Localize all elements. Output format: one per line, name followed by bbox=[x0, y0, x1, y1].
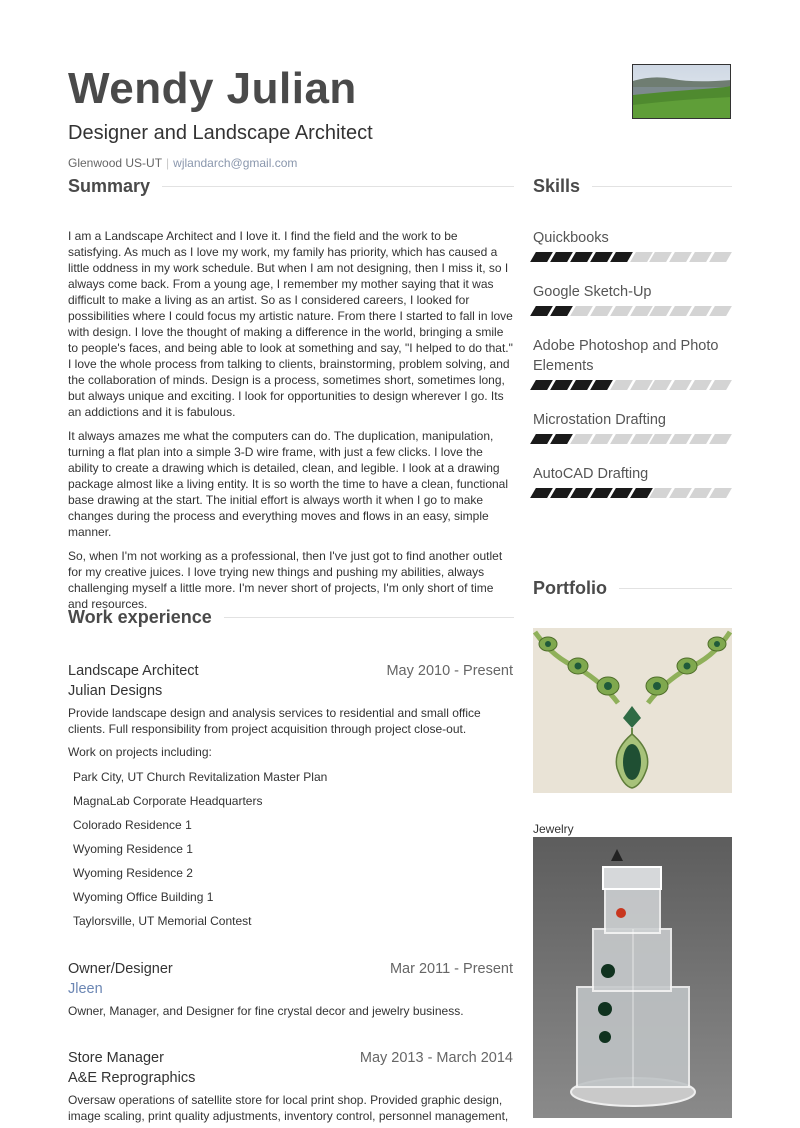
summary-paragraph: So, when I'm not working as a professional, then I've just got to find another outlet for my creative juices. I love trying new things and pushing my abilities, always challenging myself a little more. I'm never short of projects, I'm only short of time and resources. bbox=[68, 549, 503, 611]
skill-level-segment bbox=[610, 488, 633, 498]
job-company-link[interactable]: Jleen bbox=[68, 981, 103, 997]
project-item: Colorado Residence 1 bbox=[73, 818, 192, 832]
skill-level-segment bbox=[570, 434, 593, 444]
skill-item bbox=[533, 228, 732, 262]
projects-label: Work on projects including: bbox=[68, 745, 212, 759]
candidate-name: Wendy Julian bbox=[68, 64, 357, 113]
section-divider bbox=[224, 617, 514, 618]
skill-level-bar bbox=[533, 434, 732, 444]
skill-level-segment bbox=[709, 252, 732, 262]
skills-list bbox=[533, 228, 732, 518]
skill-level-segment bbox=[570, 488, 593, 498]
summary-text bbox=[68, 228, 514, 620]
skill-level-segment bbox=[610, 434, 633, 444]
necklace-image bbox=[533, 628, 732, 793]
skill-level-segment bbox=[530, 252, 553, 262]
project-item: Taylorsville, UT Memorial Contest bbox=[73, 914, 252, 928]
skill-level-segment bbox=[550, 380, 573, 390]
portfolio-caption: Jewelry bbox=[533, 822, 574, 836]
email-link[interactable]: wjlandarch@gmail.com bbox=[173, 156, 298, 170]
project-item: MagnaLab Corporate Headquarters bbox=[73, 794, 263, 808]
skill-level-segment bbox=[610, 252, 633, 262]
portfolio-heading bbox=[533, 578, 732, 599]
skill-level-segment bbox=[530, 488, 553, 498]
job-role: Owner/Designer bbox=[68, 961, 173, 977]
job-description bbox=[68, 1003, 513, 1019]
skill-name: Google Sketch-Up bbox=[533, 284, 652, 300]
summary-heading bbox=[68, 176, 514, 197]
section-divider bbox=[592, 186, 732, 187]
contact-separator: | bbox=[166, 156, 170, 170]
job-company: Julian Designs bbox=[68, 683, 163, 699]
project-item: Wyoming Office Building 1 bbox=[73, 890, 214, 904]
skill-level-segment bbox=[590, 434, 613, 444]
skill-level-segment bbox=[709, 306, 732, 316]
landscape-photo-image bbox=[633, 65, 731, 119]
skill-level-segment bbox=[709, 488, 732, 498]
job-description-text: Oversaw operations of satellite store for local print shop. Provided graphic design, image scaling, print quality adjustments, inventory control, personnel management, bbox=[68, 1093, 509, 1123]
portfolio-heading-text: Portfolio bbox=[533, 578, 607, 598]
section-divider bbox=[162, 186, 514, 187]
skill-name: Microstation Drafting bbox=[533, 412, 666, 428]
skill-level-segment bbox=[590, 252, 613, 262]
job-role: Store Manager bbox=[68, 1050, 164, 1066]
skill-level-segment bbox=[530, 380, 553, 390]
skill-level-segment bbox=[550, 252, 573, 262]
project-item: Park City, UT Church Revitalization Master Plan bbox=[73, 770, 328, 784]
crystal-decor-image bbox=[533, 837, 732, 1118]
skill-name: Quickbooks bbox=[533, 230, 609, 246]
skill-level-bar bbox=[533, 380, 732, 390]
skill-level-bar bbox=[533, 488, 732, 498]
job-description-text: Provide landscape design and analysis services to residential and small office clients. Full responsibility from project acquisition through project close-out. bbox=[68, 706, 481, 736]
skill-level-segment bbox=[610, 306, 633, 316]
skill-level-segment bbox=[709, 434, 732, 444]
project-list bbox=[68, 765, 513, 933]
work-experience-heading-text: Work experience bbox=[68, 607, 212, 627]
summary-paragraph: I am a Landscape Architect and I love it. I find the field and the work to be satisfying. As much as I love my work, my family has priority, which has caused a little oddness in my work schedule. But when I am not designing, then I miss it, so I always come back. From a young age, I remember my mother saying that it was difficult to make a living as an artist. So as I considered careers, I looked for possibilities where I could focus my artistic nature. From there I started to fall in love with design. I love the thought of making a difference in the world, bringing a smile to people's faces, and being able to look at something and say, "I helped to do that." I love the whole process from talking to clients, brainstorming, problem solving, and the collaboration of minds. Design is a process, sometimes short, sometimes long, but always unique and exciting. I look for opportunities to design wherever I go. Its an addictions and it is fabulous. bbox=[68, 229, 513, 419]
skills-heading-text: Skills bbox=[533, 176, 581, 196]
skill-name: AutoCAD Drafting bbox=[533, 466, 649, 482]
work-experience-heading bbox=[68, 607, 514, 628]
skill-level-segment bbox=[550, 488, 573, 498]
location: Glenwood US-UT bbox=[68, 156, 163, 170]
skill-level-segment bbox=[570, 380, 593, 390]
project-item: Wyoming Residence 2 bbox=[73, 866, 193, 880]
job-description-text: Owner, Manager, and Designer for fine crystal decor and jewelry business. bbox=[68, 1004, 464, 1018]
summary-paragraph: It always amazes me what the computers can do. The duplication, manipulation, turning a flat plan into a simple 3-D wire frame, with just a few clicks. I love the ability to create a drawing which is detailed, clean, and legible. I look at a drawing package almost like a living entity. It is so worth the time to have a clean, functional base drawing at the start. The initial effort is always worth it when I go to make changes during the process and everything moves and flows in an easy, simple manner. bbox=[68, 429, 509, 539]
job-dates: May 2010 - Present bbox=[386, 663, 513, 679]
skill-level-segment bbox=[590, 488, 613, 498]
skill-level-segment bbox=[530, 306, 553, 316]
skill-level-segment bbox=[610, 380, 633, 390]
skill-level-segment bbox=[570, 252, 593, 262]
job-dates: Mar 2011 - Present bbox=[389, 961, 513, 977]
job-company: A&E Reprographics bbox=[68, 1070, 196, 1086]
section-divider bbox=[619, 588, 732, 589]
summary-heading-text: Summary bbox=[68, 176, 151, 196]
skills-heading bbox=[533, 176, 732, 197]
skill-level-segment bbox=[550, 306, 573, 316]
contact-line bbox=[68, 156, 297, 170]
job-header bbox=[68, 659, 513, 679]
skill-level-bar bbox=[533, 252, 732, 262]
skill-level-segment bbox=[590, 306, 613, 316]
skill-name: Adobe Photoshop and Photo Elements bbox=[533, 338, 719, 374]
portfolio-image-necklace[interactable] bbox=[533, 628, 732, 793]
job-entry bbox=[68, 1046, 513, 1124]
skill-item bbox=[533, 410, 732, 444]
project-item: Wyoming Residence 1 bbox=[73, 842, 193, 856]
job-title: Designer and Landscape Architect bbox=[68, 122, 373, 144]
profile-photo bbox=[632, 64, 731, 119]
skill-item bbox=[533, 464, 732, 498]
job-entry bbox=[68, 659, 513, 933]
job-entry bbox=[68, 957, 513, 1019]
job-header bbox=[68, 1046, 513, 1066]
job-dates: May 2013 - March 2014 bbox=[359, 1050, 513, 1066]
job-description bbox=[68, 1092, 513, 1124]
skill-level-segment bbox=[570, 306, 593, 316]
job-description bbox=[68, 705, 513, 737]
job-role: Landscape Architect bbox=[68, 663, 199, 679]
skill-level-segment bbox=[550, 434, 573, 444]
skill-level-segment bbox=[709, 380, 732, 390]
job-header bbox=[68, 957, 513, 977]
skill-item bbox=[533, 282, 732, 316]
portfolio-image-crystal[interactable] bbox=[533, 837, 732, 1118]
skill-level-segment bbox=[530, 434, 553, 444]
skill-item bbox=[533, 336, 732, 390]
skill-level-segment bbox=[590, 380, 613, 390]
skill-level-bar bbox=[533, 306, 732, 316]
